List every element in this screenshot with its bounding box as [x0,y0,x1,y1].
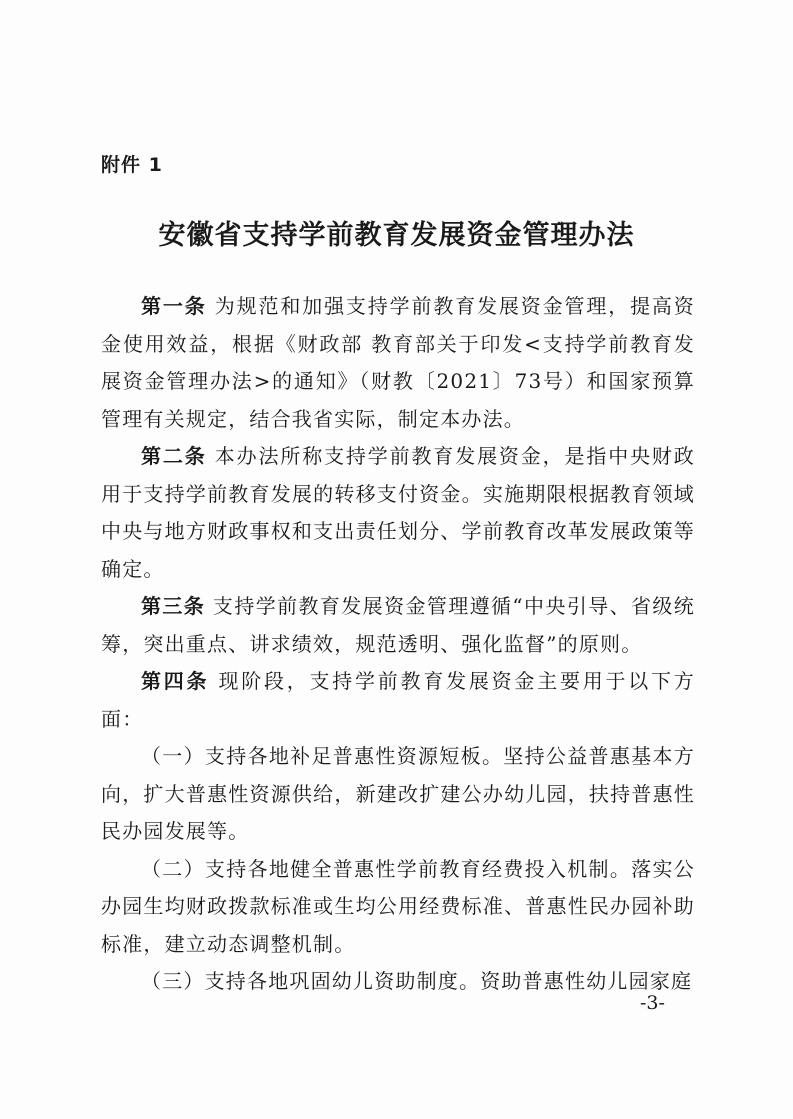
paragraph-text: （三）支持各地巩固幼儿资助制度。资助普惠性幼儿园家庭 [141,969,693,993]
paragraph-text: （二）支持各地健全普惠性学前教育经费投入机制。落实公办园生均财政拨款标准或生均公用经费标准、普惠性民办园补助标准，建立动态调整机制。 [101,856,695,956]
paragraph-item-3 [101,963,695,1001]
paragraph-item-1 [101,738,695,851]
paragraph-text: 现阶段，支持学前教育发展资金主要用于以下方面： [101,669,695,731]
paragraph-text: 支持学前教育发展资金管理遵循“中央引导、省级统筹，突出重点、讲求绩效，规范透明、强化监督”的原则。 [101,594,695,656]
page-number: -3- [640,992,665,1014]
paragraph-article-1 [101,288,695,438]
paragraph-article-2 [101,438,695,588]
article-label: 第一条 [141,294,207,318]
paragraph-item-2 [101,851,695,964]
attachment-label: 附件 1 [101,154,163,176]
paragraph-article-4 [101,663,695,738]
paragraph-article-3 [101,588,695,663]
paragraph-text: 本办法所称支持学前教育发展资金，是指中央财政用于支持学前教育发展的转移支付资金。实施期限根据教育领域中央与地方财政事权和支出责任划分、学前教育改革发展政策等确定。 [101,444,695,581]
article-label: 第三条 [141,594,206,618]
paragraph-text: （一）支持各地补足普惠性资源短板。坚持公益普惠基本方向，扩大普惠性资源供给，新建改扩建公办幼儿园，扶持普惠性民办园发展等。 [101,744,695,843]
article-label: 第二条 [141,444,207,468]
paragraph-text: 为规范和加强支持学前教育发展资金管理，提高资金使用效益，根据《财政部 教育部关于印发<支持学前教育发展资金管理办法>的通知》（财教〔2021〕73号）和国家预算管理有关规定，结合我省实际，制定本办法。 [101,294,695,431]
document-body [101,288,695,1001]
article-label: 第四条 [141,669,210,693]
document-title: 安徽省支持学前教育发展资金管理办法 [158,220,635,251]
